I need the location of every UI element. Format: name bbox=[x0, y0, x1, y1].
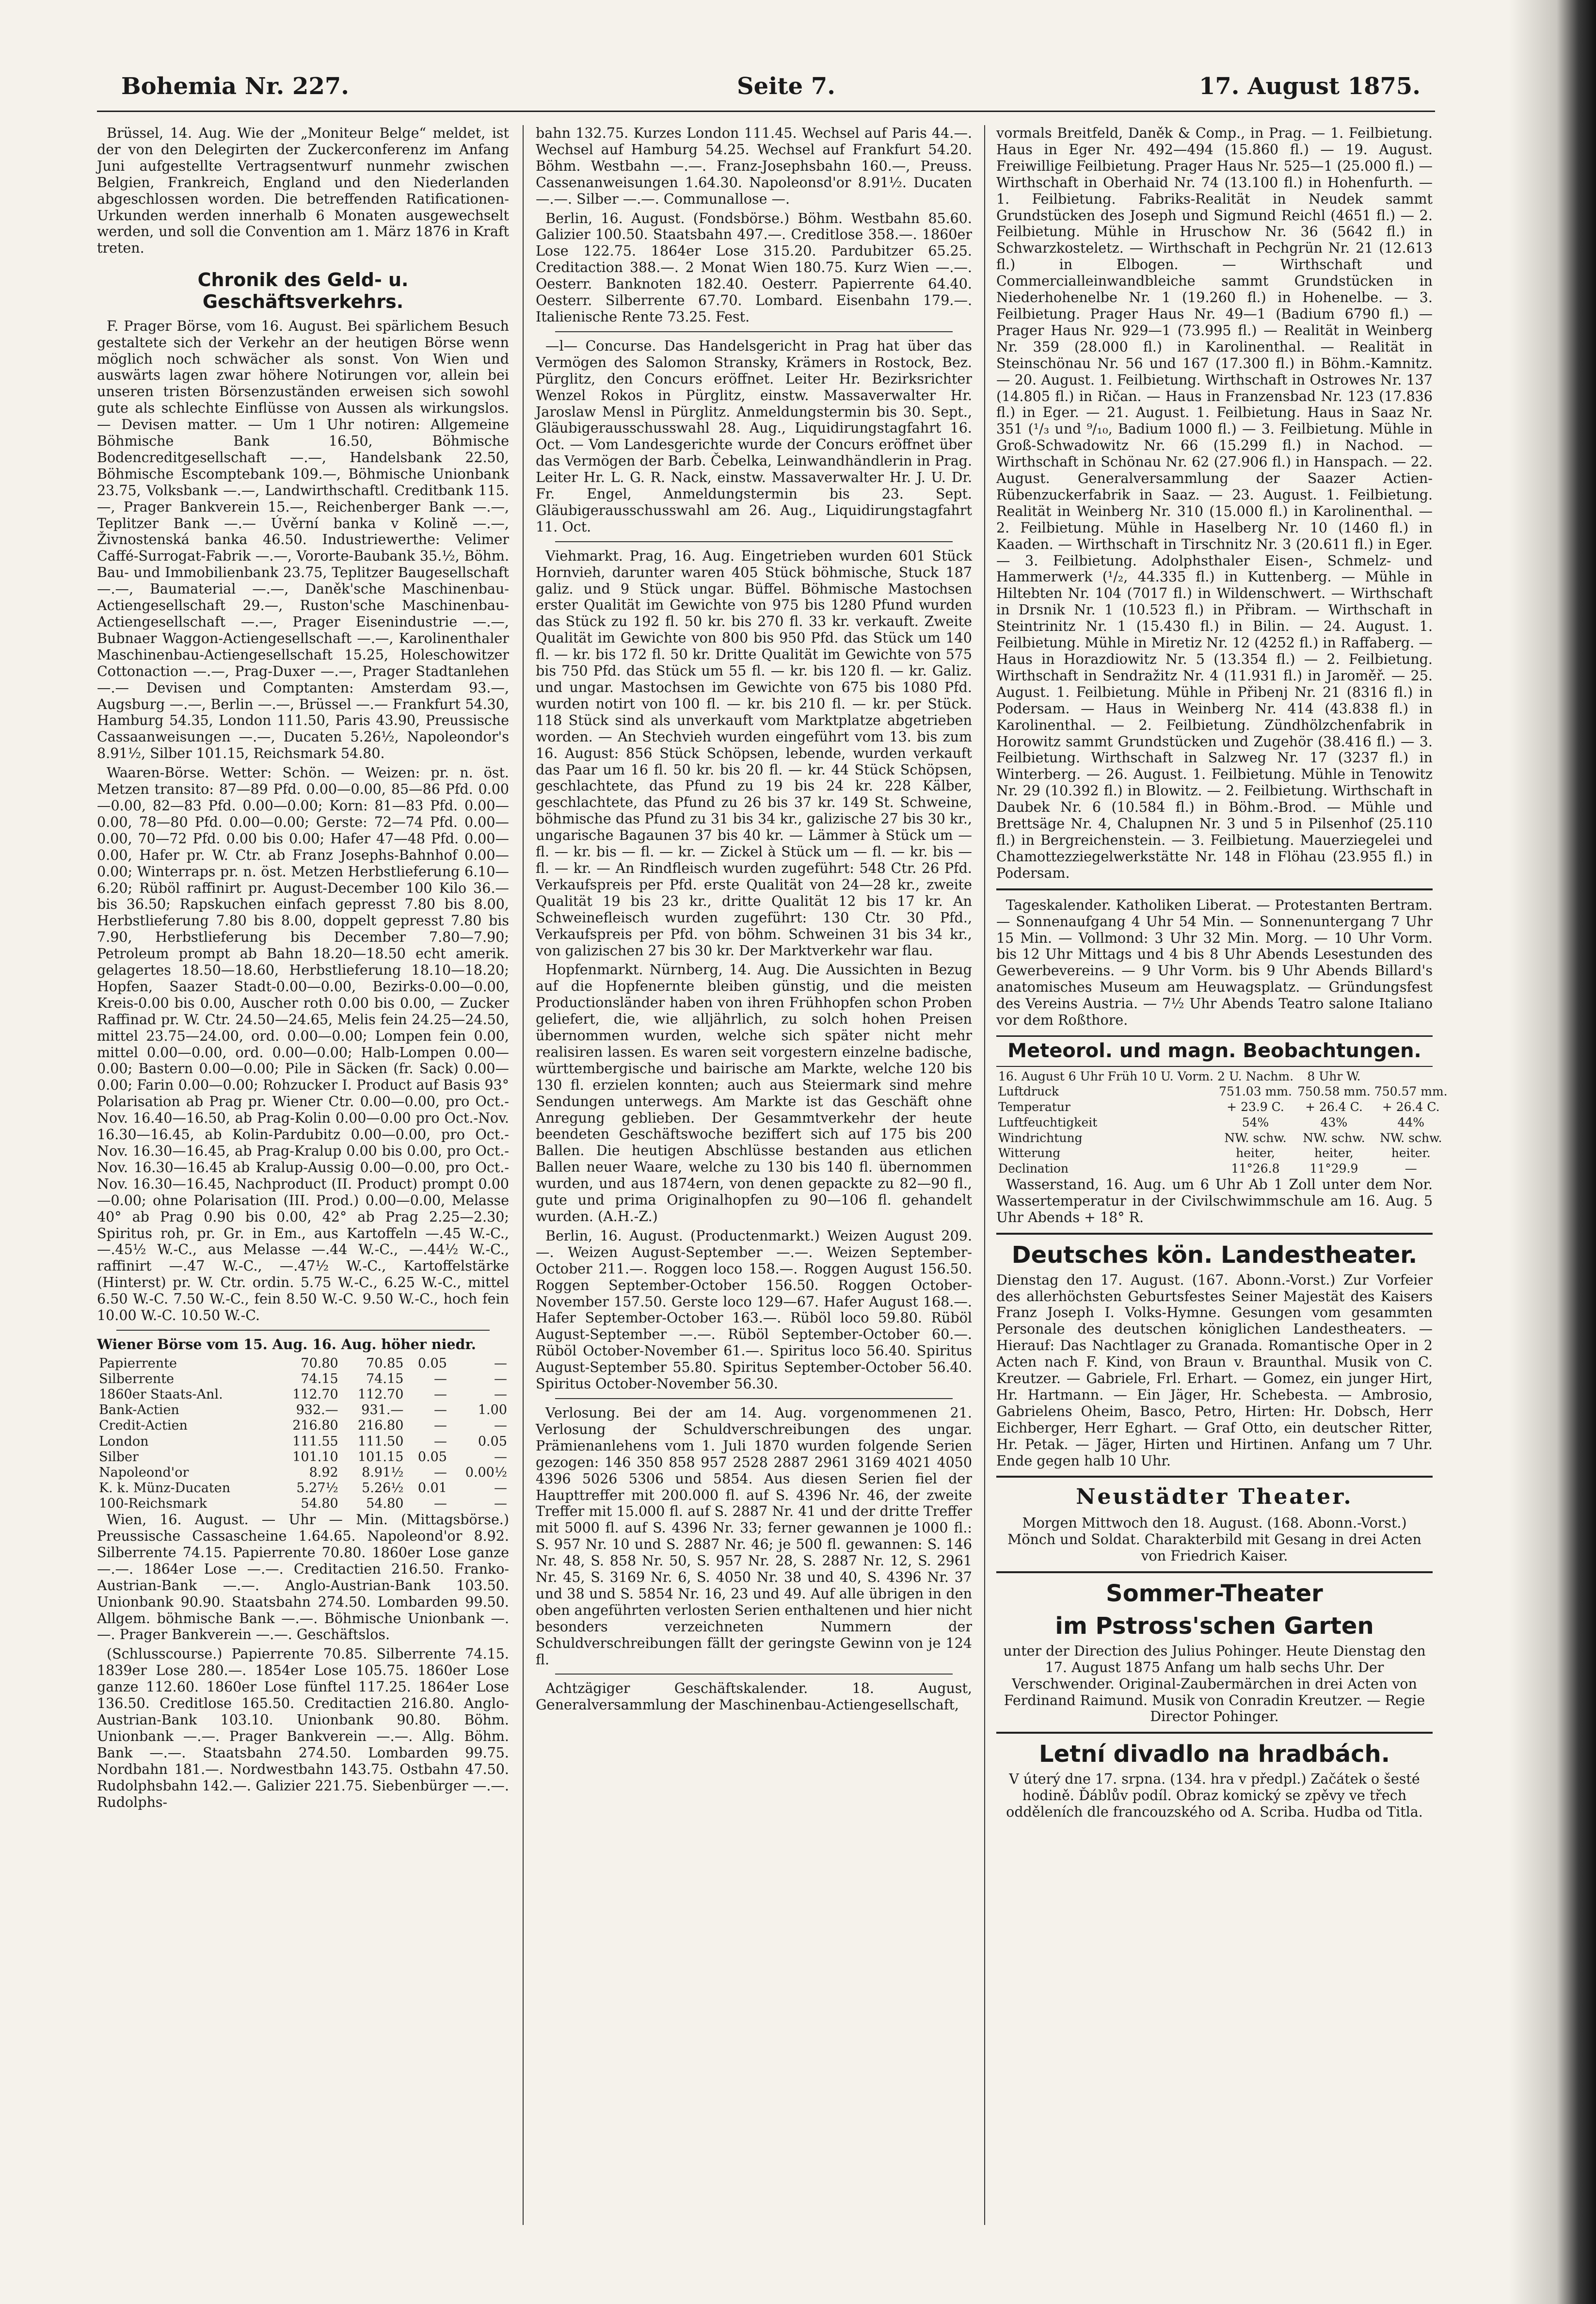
quote-name: Napoleond'or bbox=[99, 1465, 189, 1480]
meteo-label: Luftfeuchtigkeit bbox=[998, 1115, 1098, 1129]
divider bbox=[555, 1398, 953, 1399]
quote-name: Credit-Actien bbox=[99, 1418, 188, 1434]
quote-value: 74.15 bbox=[366, 1371, 404, 1386]
header-paper-number: Bohemia Nr. 227. bbox=[121, 73, 349, 100]
quote-value: 111.55 bbox=[292, 1434, 338, 1449]
meteo-label: Luftdruck bbox=[998, 1084, 1059, 1099]
quote-value: — bbox=[494, 1480, 507, 1496]
article-feilbietungen: vormals Breitfeld, Daněk & Comp., in Prag. — 1. Feilbietung. Haus in Eger Nr. 492—494 (15.860 fl.) — 19. August. Freiwillige Feilbietung. Prager Haus Nr. 525—1 (25.000 fl.) — Wirthschaft in Oberhaid Nr. 74 (13.100 fl.) in Hohenfurth. — 1. Feilbietung. Fabriks-Realität in Neudek sammt Grundstücken des Joseph und Sigmund Reichl (4651 fl.) — 2. Feilbietung. Mühle in Hruschow Nr. 36 (5642 fl.) in Schwarzkosteletz. — Wirthschaft in Pechgrün Nr. 21 (12.613 fl.) in Elbogen. — Wirthschaft und Commercialleinwandbleiche sammt Grundstücken in Niederhohenelbe Nr. 1 (19.260 fl.) in Hohenelbe. — 3. Feilbietung. Prager Haus Nr. 49—1 (Badium 6790 fl.) — Prager Haus Nr. 929—1 (73.995 fl.) — Realität in Weinberg Nr. 359 (28.000 fl.) in Karolinenthal. — Realität in Steinschönau Nr. 56 und 167 (17.300 fl.) in Böhm.-Kamnitz. — 20. August. 1. Feilbietung. Wirthschaft in Ostrowes Nr. 137 (14.805 fl.) in Ričan. — Haus in Franzensbad Nr. 123 (17.836 fl.) in Eger. — 21. August. 1. Feilbietung. Haus in Saaz Nr. 351 (¹/₃ und ⁹/₁₀, Badium 1000 fl.) — 3. Feilbietung. Mühle in Groß-Schwadowitz Nr. 66 (15.299 fl.) in Nachod. — Wirthschaft in Schönau Nr. 62 (27.906 fl.) in Hanspach. — 22. August. Generalversammlung der Saazer Actien-Rübenzuckerfabrik in Saaz. — 23. August. 1. Feilbietung. Realität in Weinberg Nr. 310 (15.000 fl.) in Karolinenthal. — 2. Feilbietung. Mühle in Haselberg Nr. 10 (1460 fl.) in Kaaden. — Wirthschaft in Tirschnitz Nr. 3 (20.611 fl.) in Eger. — 3. Feilbietung. Adolphsthaler Eisen-, Schmelz- und Hammerwerk (¹/₂, 44.335 fl.) in Kuttenberg. — Mühle in Hiltebten Nr. 104 (7017 fl.) in Wildenschwert. — Wirthschaft in Drsnik Nr. 1 (10.523 fl.) in Přibram. — Wirthschaft in Steintrinitz Nr. 1 (15.430 fl.) in Bilin. — 24. August. 1. Feilbietung. Mühle in Miretiz Nr. 12 (4252 fl.) in Raffaberg. — Haus in Horazdiowitz Nr. 5 (13.354 fl.) — 2. Feilbietung. Wirthschaft in Sendražitz Nr. 4 (11.931 fl.) in Jaroměř. — 25. August. 1. Feilbietung. Mühle in Přibenj Nr. 21 (8316 fl.) in Podersam. — Haus in Weinberg Nr. 414 (43.838 fl.) in Karolinenthal. — 2. Feilbietung. Zündhölzchenfabrik in Horowitz sammt Grundstücken und Zugehör (38.416 fl.) — 3. Feilbietung. Wirthschaft in Salzweg Nr. 17 (3237 fl.) in Winterberg. — 26. August. 1. Feilbietung. Mühle in Tenowitz Nr. 29 (10.392 fl.) in Blowitz. — 2. Feilbietung. Wirthschaft in Daubek Nr. 6 (10.584 fl.) in Böhm.-Brod. — Mühle und Brettsäge Nr. 4, Chalupnen Nr. 3 und 5 in Pilsenhof (25.110 fl.) in Bergreichenstein. — 3. Feilbietung. Mauerziegelei und Chamottezziegelwerkstätte Nr. 148 in Flöhau (23.955 fl.) in Podersam. bbox=[996, 125, 1433, 881]
meteo-value: + 26.4 C. bbox=[1382, 1100, 1440, 1114]
quote-value: 112.70 bbox=[292, 1387, 338, 1402]
meteo-value: 11°29.9 bbox=[1309, 1161, 1358, 1176]
quote-value: — bbox=[433, 1496, 447, 1511]
quote-name: Silberrente bbox=[99, 1371, 175, 1386]
meteo-value: 750.58 mm. bbox=[1297, 1084, 1371, 1099]
meteo-title: Meteorol. und magn. Beobachtungen. bbox=[996, 1035, 1433, 1067]
landestheater-title: Deutsches kön. Landestheater. bbox=[1011, 1241, 1418, 1269]
column-divider-2 bbox=[984, 125, 985, 2225]
meteo-row bbox=[996, 1084, 1450, 1099]
table-row bbox=[97, 1371, 509, 1387]
quote-value: 54.80 bbox=[366, 1496, 404, 1511]
meteo-table bbox=[996, 1069, 1450, 1176]
quote-value: — bbox=[494, 1355, 507, 1371]
meteo-row bbox=[996, 1161, 1450, 1176]
quote-value: 101.15 bbox=[357, 1449, 404, 1465]
quote-value: — bbox=[433, 1387, 447, 1402]
quote-value: — bbox=[494, 1449, 507, 1465]
quote-value: 1.00 bbox=[478, 1402, 507, 1418]
meteo-value: + 23.9 C. bbox=[1227, 1100, 1284, 1114]
column-3 bbox=[996, 125, 1448, 2225]
table-row bbox=[97, 1402, 509, 1418]
quote-value: 8.92 bbox=[309, 1465, 338, 1480]
meteo-value: 43% bbox=[1320, 1115, 1348, 1129]
divider bbox=[996, 1571, 1433, 1573]
quote-value: 112.70 bbox=[357, 1387, 404, 1402]
section-title-chronik: Chronik des Geld- u. Geschäftsverkehrs. bbox=[197, 269, 409, 313]
divider bbox=[555, 541, 953, 542]
quote-value: 54.80 bbox=[301, 1496, 338, 1511]
meteo-header-row bbox=[996, 1069, 1450, 1084]
quote-value: 216.80 bbox=[292, 1418, 338, 1434]
page-header bbox=[121, 73, 1420, 107]
quote-value: 0.05 bbox=[417, 1449, 447, 1465]
meteo-label: Windrichtung bbox=[998, 1130, 1083, 1145]
table-row bbox=[97, 1387, 509, 1402]
sommer-theater-title: Sommer-Theater bbox=[1106, 1579, 1323, 1607]
quote-value: 74.15 bbox=[301, 1371, 338, 1386]
table-row bbox=[97, 1465, 509, 1481]
divider bbox=[996, 1732, 1433, 1734]
meteo-head-3: 8 Uhr W. bbox=[1307, 1069, 1361, 1083]
quote-name: K. k. Münz-Ducaten bbox=[99, 1480, 231, 1496]
table-row bbox=[97, 1496, 509, 1512]
quote-value: — bbox=[494, 1387, 507, 1402]
meteo-value: heiter, bbox=[1314, 1146, 1354, 1160]
quote-name: 100-Reichsmark bbox=[99, 1496, 207, 1511]
article-viehmarkt: Viehmarkt. Prag, 16. Aug. Eingetrieben wurden 601 Stück Hornvieh, darunter waren 405 Stück böhmische, Stuck 187 galiz. und 9 Stück ungar. Büffel. Böhmische Mastochsen erster Qualität im Gewichte von 975 bis 1280 Pfund wurden das Stück zu 192 fl. 50 kr. bis 270 fl. 33 kr. verkauft. Zweite Qualität im Gewichte von 800 bis 950 Pfd. das Stück um 140 fl. — kr. bis 172 fl. 50 kr. Dritte Qualität im Gewichte von 575 bis 750 Pfd. das Stück um 55 fl. — kr. bis 120 fl. — kr. Galiz. und ungar. Mastochsen im Gewichte von 675 bis 1080 Pfd. wurden notirt von 100 fl. — kr. bis 210 fl. — kr. per Stück. 118 Stück sind als unverkauft vom Marktplatze abgetrieben worden. — An Stechvieh wurden eingeführt vom 13. bis zum 16. August: 856 Stück Schöpsen, lebende, wurden verkauft das Paar um 16 fl. 50 kr. bis 20 fl. — kr. 44 Stück Schöpsen, geschlachtete, das Pfund zu 19 bis 24 kr. 228 Kälber, geschlachtete, das Pfund zu 26 bis 37 kr. 149 St. Schweine, böhmische das Pfund zu 31 bis 34 kr., galizische 27 bis 30 kr., ungarische Bagaunen 37 bis 40 kr. — Lämmer à Stück um — fl. — kr. bis — fl. — kr. — Zickel à Stück um — fl. — kr. bis — fl. — kr. — An Rindfleisch wurden zugeführt: 548 Ctr. 26 Pfd. Verkaufspreis per Pfd. erste Qualität von 24—28 kr., zweite Qualität 19 bis 23 kr., dritte Qualität 12 bis 17 kr. An Schweinefleisch wurden zugeführt: 130 Ctr. 30 Pfd., Verkaufspreis per Pfd. von böhm. Schweinen 31 bis 34 kr., von galizischen 27 bis 30 kr. Der Marktverkehr war flau. bbox=[536, 548, 972, 959]
quote-value: — bbox=[433, 1434, 447, 1449]
sommer-theater-subtitle: im Pstross'schen Garten bbox=[1055, 1612, 1374, 1640]
quote-value: — bbox=[433, 1418, 447, 1434]
tageskalender: Tageskalender. Katholiken Liberat. — Protestanten Bertram. — Sonnenaufgang 4 Uhr 54 Min. — Sonnenuntergang 7 Uhr 15 Min. — Vollmond: 3 Uhr 32 Min. Morg. — 10 Uhr Vorm. bis 12 Uhr Mittags und 4 bis 8 Uhr Abends Lesestunden des Gewerbevereins. — 9 Uhr Vorm. bis 9 Uhr Abends Billard's anatomisches Museum am Heuwagsplatz. — Gründungsfest des Vereins Austria. — 7½ Uhr Abends Teatro salone Italiano vor dem Roßthore. bbox=[996, 897, 1433, 1029]
quote-value: — bbox=[433, 1465, 447, 1480]
header-page-number: Seite 7. bbox=[737, 73, 835, 100]
meteo-value: 54% bbox=[1242, 1115, 1269, 1129]
sommer-theater-program: unter der Direction des Julius Pohinger. Heute Dienstag den 17. August 1875 Anfang um halb sechs Uhr. Der Verschwender. Original-Zaubermärchen in drei Acten von Ferdinand Raimund. Musik von Conradin Kreutzer. — Regie Director Pohinger. bbox=[1003, 1643, 1426, 1725]
meteo-value: NW. schw. bbox=[1380, 1130, 1442, 1145]
article-geschaeftskalender: Achtzägiger Geschäftskalender. 18. August, Generalversammlung der Maschinenbau-Actiengesellschaft, bbox=[536, 1680, 972, 1713]
table-row bbox=[97, 1434, 509, 1450]
meteo-label: Witterung bbox=[998, 1146, 1061, 1160]
article-verlosung: Verlosung. Bei der am 14. Aug. vorgenommenen 21. Verlosung der Schuldverschreibungen des ungar. Prämienanlehens vom 1. Juli 1870 wurden folgende Serien gezogen: 146 350 858 957 2528 2887 2961 3169 4021 4050 4396 5026 5306 und 5854. Aus diesen Serien fiel der Haupttreffer mit 200.000 fl. auf S. 4396 Nr. 46, der zweite Treffer mit 15.000 fl. auf S. 2887 Nr. 41 und der dritte Treffer mit 5000 fl. auf S. 4396 Nr. 33; ferner gewannen je 1000 fl.: S. 957 Nr. 10 und S. 2887 Nr. 46; je 500 fl. gewannen: S. 146 Nr. 48, S. 858 Nr. 50, S. 957 Nr. 28, S. 2887 Nr. 12, S. 2961 Nr. 45, S. 3169 Nr. 6, S. 4050 Nr. 38 und 40, S. 4396 Nr. 37 und 38 und S. 5854 Nr. 16, 23 und 49. Auf alle übrigen in den oben angeführten verlosten Serien enthaltenen und hier nicht besonders verzeichneten Nummern der Schuldverschreibungen fällt der geringste Gewinn von je 124 fl. bbox=[536, 1404, 972, 1668]
meteo-row bbox=[996, 1130, 1450, 1146]
letni-divadlo-title: Letní divadlo na hradbách. bbox=[1039, 1740, 1390, 1768]
article-wien-schluss: (Schlusscourse.) Papierrente 70.85. Silberrente 74.15. 1839er Lose 280.—. 1854er Lose 105.75. 1860er Lose ganze 112.60. 1860er Lose fünftel 117.25. 1864er Lose 136.50. Creditlose 165.50. Creditactien 216.80. Anglo-Austrian-Bank 103.10. Unionbank 90.80. Böhm. Unionbank —.—. Prager Bankverein —.—. Allg. Böhm. Bank —.—. Staatsbahn 274.50. Lombarden 99.75. Nordbahn 181.—. Nordwestbahn 143.75. Ostbahn 47.50. Rudolphsbahn 142.—. Galizier 221.75. Siebenbürger —.—. Rudolphs- bbox=[97, 1646, 509, 1810]
article-berlin-fonds: Berlin, 16. August. (Fondsbörse.) Böhm. Westbahn 85.60. Galizier 100.50. Staatsbahn 497.—. Creditlose 358.—. 1860er Lose 122.75. 1864er Lose 315.20. Pardubitzer 65.25. Creditaction 388.—. 2 Monat Wien 180.75. Kurz Wien —.—. Oesterr. Banknoten 182.40. Oesterr. Papierrente 64.40. Oesterr. Silberrente 67.70. Lombard. Eisenbahn 179.—. Italienische Rente 73.25. Fest. bbox=[536, 210, 972, 325]
header-date: 17. August 1875. bbox=[1198, 73, 1420, 100]
article-berlin-producten: Berlin, 16. August. (Productenmarkt.) Weizen August 209.—. Weizen August-September —.—. Weizen September-October 211.—. Roggen loco 158.—. Roggen August 156.50. Roggen September-October 156.50. Roggen October-November 157.50. Gerste loco 129—67. Hafer August 168.—. Hafer September-October 163.—. Rüböl loco 59.80. Rüböl August-September —.—. Rüböl September-October 60.—. Rüböl October-November 61.—. Spiritus loco 56.40. Spiritus August-September 55.80. Spiritus September-October 56.40. Spiritus October-November 56.30. bbox=[536, 1227, 972, 1392]
article-concurse: —l— Concurse. Das Handelsgericht in Prag hat über das Vermögen des Salomon Stransky, Krämers in Rostock, Bez. Pürglitz, den Concurs eröffnet. Leiter Hr. Bezirksrichter Wenzel Rokos in Pürglitz, einstw. Massaverwalter Hr. Jaroslaw Mensl in Pürglitz. Anmeldungstermin bis 30. Sept., Gläubigerausschusswahl 28. Aug., Liquidirungstagfahrt 16. Oct. — Vom Landesgerichte wurde der Concurs eröffnet über das Vermögen der Barb. Čebelka, Leinwandhändlerin in Prag. Leiter Hr. L. G. R. Nack, einstw. Massaverwalter Hr. J. U. Dr. Fr. Engel, Anmeldungstermin bis 23. Sept. Gläubigerausschusswahl am 26. Aug., Liquidirungstagfahrt 11. Oct. bbox=[536, 338, 972, 535]
quote-name: 1860er Staats-Anl. bbox=[99, 1387, 223, 1402]
quote-value: 70.80 bbox=[301, 1355, 338, 1371]
meteo-value: + 26.4 C. bbox=[1305, 1100, 1363, 1114]
article-bruessel: Brüssel, 14. Aug. Wie der „Moniteur Belge“ meldet, ist der von den Delegirten der Zuckerconferenz im Anfang Juni aufgestellte Vertragsentwurf nunmehr zwischen Belgien, Frankreich, England und den Niederlanden abgeschlossen worden. Die betreffenden Ratificationen-Urkunden werden innerhalb 6 Monaten ausgewechselt werden, und soll die Convention am 1. März 1876 in Kraft treten. bbox=[97, 125, 509, 257]
article-prager-boerse: F. Prager Börse, vom 16. August. Bei spärlichem Besuch gestaltete sich der Verkehr an der heutigen Börse wenn möglich noch schwächer als sonst. Von Wien und auswärts lagen zwar höhere Notirungen vor, allein bei unseren tristen Börsenzuständen erweisen sich sowohl gute als schlechte Einflüsse von Aussen als wirkungslos. — Devisen matter. — Um 1 Uhr notiren: Allgemeine Böhmische Bank 16.50, Böhmische Bodencreditgesellschaft —.—, Handelsbank 22.50, Böhmische Escomptebank 109.—, Böhmische Unionbank 23.75, Volksbank —.—, Landwirthschaftl. Creditbank 115.—, Prager Bankverein 15.—, Reichenberger Bank —.—, Teplitzer Bank —.— Úvěrní banka v Kolině —.—, Živnostenská banka 46.50. Industriewerthe: Velimer Caffé-Surrogat-Fabrik —.—, Vororte-Baubank 35.½, Böhm. Bau- und Immobilienbank 23.75, Teplitzer Baugesellschaft —.—, Baumaterial —.—, Daněk'sche Maschinenbau-Actiengesellschaft 29.—, Ruston'sche Maschinenbau-Actiengesellschaft —.—, Prager Eisenindustrie —.—, Bubnaer Waggon-Actiengesellschaft —.—, Karolinenthaler Maschinenbau-Actiengesellschaft 15.25, Holeschowitzer Cottonaction —.—, Prag-Duxer —.—, Prager Stadtanlehen —.— Devisen und Comptanten: Amsterdam 93.—, Augsburg —.—, Berlin —.—, Brüssel —.— Frankfurt 54.30, Hamburg 54.35, London 111.50, Paris 43.90, Preussische Cassaanweisungen —.—, Ducaten 5.26½, Napoleondor's 8.91½, Silber 101.15, Reichsmark 54.80. bbox=[97, 318, 509, 762]
meteo-value: 44% bbox=[1397, 1115, 1425, 1129]
meteo-value: heiter. bbox=[1391, 1146, 1431, 1160]
quote-value: 931.— bbox=[361, 1402, 404, 1418]
quote-value: 932.— bbox=[296, 1402, 338, 1418]
quote-value: 0.01 bbox=[417, 1480, 447, 1496]
quote-value: — bbox=[494, 1371, 507, 1386]
quote-value: 216.80 bbox=[357, 1418, 404, 1434]
column-1 bbox=[97, 125, 509, 2225]
quote-name: Papierrente bbox=[99, 1355, 177, 1371]
landestheater-program: Dienstag den 17. August. (167. Abonn.-Vorst.) Zur Vorfeier des allerhöchsten Geburtsfestes Seiner Majestät des Kaisers Franz Joseph I. Volks-Hymne. Gesungen vom gesammten Personale des deutschen königlichen Landestheaters. — Hierauf: Das Nachtlager zu Granada. Romantische Oper in 2 Acten nach F. Kind, von Braun v. Braunthal. Musik von C. Kreutzer. — Gabriele, Frl. Erhart. — Gomez, ein junger Hirt, Hr. Hartmann. — Ein Jäger, Hr. Schebesta. — Ambrosio, Gabrielens Oheim, Basco, Petro, Hirten: Hr. Dobsch, Herr Eichberger, Herr Eghart. — Graf Otto, ein deutscher Ritter, Hr. Petak. — Jäger, Hirten und Hirtinen. Anfang um 7 Uhr. Ende gegen halb 10 Uhr. bbox=[996, 1272, 1433, 1469]
table-row bbox=[97, 1481, 509, 1496]
letni-divadlo-program: V úterý dne 17. srpna. (134. hra v předpl.) Začátek o šesté hodině. Ďáblův podíl. Obraz komický se zpěvy ve třech odděleních dle francouzského od A. Scriba. Hudba od Titla. bbox=[1006, 1771, 1423, 1821]
divider bbox=[555, 331, 953, 332]
meteo-head-2: 2 U. Nachm. bbox=[1217, 1069, 1294, 1083]
quote-value: 8.91½ bbox=[362, 1465, 404, 1480]
meteo-value: — bbox=[1404, 1161, 1417, 1176]
quote-value: 111.50 bbox=[357, 1434, 404, 1449]
quote-value: 0.00½ bbox=[465, 1465, 507, 1480]
quote-value: 0.05 bbox=[478, 1434, 507, 1449]
quote-value: — bbox=[494, 1496, 507, 1511]
meteo-label: Declination bbox=[998, 1161, 1069, 1176]
quote-name: London bbox=[99, 1434, 149, 1449]
meteo-value: 751.03 mm. bbox=[1219, 1084, 1292, 1099]
article-wien-continued: bahn 132.75. Kurzes London 111.45. Wechsel auf Paris 44.—. Wechsel auf Hamburg 54.25. Wechsel auf Frankfurt 54.20. Böhm. Westbahn —.—. Franz-Josephsbahn 160.—, Preuss. Cassenanweisungen 1.64.30. Napoleonsd'or 8.91½. Ducaten —.—. Silber —.—. Communallose —. bbox=[536, 125, 972, 207]
wiener-boerse-title: Wiener Börse vom 15. Aug. 16. Aug. höher niedr. bbox=[97, 1336, 476, 1353]
column-2 bbox=[536, 125, 972, 2225]
divider bbox=[996, 888, 1433, 890]
table-row bbox=[97, 1356, 509, 1371]
meteo-value: NW. schw. bbox=[1224, 1130, 1287, 1145]
meteo-value: 750.57 mm. bbox=[1374, 1084, 1448, 1099]
divider bbox=[116, 1330, 490, 1331]
quote-value: 0.05 bbox=[417, 1355, 447, 1371]
article-wien-mittag: Wien, 16. August. — Uhr — Min. (Mittagsbörse.) Preussische Cassascheine 1.64.65. Napoleond'or 8.92. Silberrente 74.15. Papierrente 70.80. 1860er Lose ganze —.—. 1864er Lose —.—. Creditactien 216.50. Franko-Austrian-Bank —.—. Anglo-Austrian-Bank 103.50. Unionbank 90.90. Staatsbahn 274.50. Lombarden 99.50. Allgem. böhmische Bank —.—. Böhmische Unionbank —.—. Prager Bankverein —.—. Geschäftslos. bbox=[97, 1512, 509, 1643]
divider bbox=[555, 1674, 953, 1675]
article-waaren-boerse: Waaren-Börse. Wetter: Schön. — Weizen: pr. n. öst. Metzen transito: 87—89 Pfd. 0.00—0.00, 85—86 Pfd. 0.00—0.00, 82—83 Pfd. 0.00—0.00; Korn: 81—83 Pfd. 0.00—0.00, 78—80 Pfd. 0.00—0.00; Gerste: 72—74 Pfd. 0.00—0.00, 70—72 Pfd. 0.00 bis 0.00; Hafer 47—48 Pfd. 0.00—0.00, Hafer pr. W. Ctr. ab Franz Josephs-Bahnhof 0.00—0.00; Winterraps pr. n. öst. Metzen Herbstlieferung 6.10—6.20; Rüböl raffinirt pr. August-December 100 Kilo 36.— bis 36.50; Rapskuchen einfach gepresst 7.80 bis 8.00, Herbstlieferung 7.80 bis 8.00, doppelt gepresst 7.80 bis 7.90, Herbstlieferung bis December 7.80—7.90; Petroleum prompt ab Bahn 18.20—18.50 echt amerik. gelagertes 18.50—18.60, Herbstlieferung 18.10—18.20; Hopfen, Saazer Stadt-0.00—0.00, Bezirks-0.00—0.00, Kreis-0.00 bis 0.00, Auscher roth 0.00 bis 0.00, — Zucker Raffinad pr. W. Ctr. 24.50—24.65, Melis fein 24.25—24.50, mittel 23.75—24.00, ord. 0.00—0.00; Lompen fein 0.00, mittel 0.00—0.00, ord. 0.00—0.00; Halb-Lompen 0.00—0.00; Bastern 0.00—0.00; Pile in Säcken (fr. Sack) 0.00—0.00; Farin 0.00—0.00; Rohzucker I. Product auf Basis 93° Polarisation ab Prag pr. Wiener Ctr. 0.00—0.00, pro Oct.-Nov. 16.40—16.50, ab Prag-Kolin 0.00—0.00 pro Oct.-Nov. 16.30—16.45, ab Kolin-Pardubitz 0.00—0.00, pro Oct.-Nov. 16.30—16.45, ab Prag-Kralup 0.00 bis 0.00, pro Oct.-Nov. 16.30—16.45 ab Kralup-Aussig 0.00—0.00, pro Oct.-Nov. 16.30—16.45, Nachproduct (II. Product) prompt 0.00—0.00; ohne Polarisation (III. Prod.) 0.00—0.00, Melasse 40° ab Prag 0.90 bis 0.00, 42° ab Prag 2.25—2.30; Spiritus roh, pr. Gr. in Em., aus Kartoffeln —.45 W.-C., —.45½ W.-C., aus Melasse —.44 W.-C., —.44½ W.-C., raffinirt —.47 W.-C., —.47½ W.-C., Kartoffelstärke (Hinterst) pr. W. Ctr. ordin. 5.75 W.-C., 6.25 W.-C., mittel 6.50 W.-C. 7.50 W.-C., fein 8.50 W.-C. 9.50 W.-C., hoch fein 10.00 W.-C. 10.50 W.-C. bbox=[97, 765, 509, 1324]
quote-value: 101.10 bbox=[292, 1449, 338, 1465]
meteo-value: heiter, bbox=[1236, 1146, 1275, 1160]
meteo-head-1: 16. August 6 Uhr Früh 10 U. Vorm. bbox=[998, 1069, 1213, 1083]
column-divider-1 bbox=[523, 125, 524, 2225]
quote-value: — bbox=[433, 1402, 447, 1418]
quote-value: — bbox=[433, 1371, 447, 1386]
scan-edge-shadow bbox=[1509, 0, 1596, 2304]
quote-name: Bank-Actien bbox=[99, 1402, 179, 1418]
wiener-boerse-table bbox=[97, 1356, 509, 1512]
article-hopfenmarkt: Hopfenmarkt. Nürnberg, 14. Aug. Die Aussichten in Bezug auf die Hopfenernte bleiben günstig, und die meisten Productionsländer haben von ihren Frühhopfen schon Proben geliefert, die, wie alljährlich, zu solch hohen Preisen übernommen wurden, welche sich später nicht mehr realisiren lassen. Es waren seit vorgestern einzelne badische, württembergische und bairische am Markte, welche 120 bis 130 fl. erzielen konnten; auch aus Steiermark sind mehre Sendungen unterwegs. Am Markte ist das Geschäft ohne Anregung geblieben. Der Gesammtverkehr der heute beendeten Geschäftswoche beziffert sich auf 175 bis 200 Ballen. Die heutigen Abschlüsse bestanden aus etlichen Ballen neuer Waare, welche zu 130 bis 140 fl. übernommen wurden, und aus 1874ern, von denen gepackte zu 82—90 fl., gute und prima Originalhopfen zu 90—106 fl. gehandelt wurden. (A.H.-Z.) bbox=[536, 962, 972, 1225]
divider bbox=[996, 1233, 1433, 1235]
neustaedter-title: Neustädter Theater. bbox=[1076, 1484, 1353, 1510]
wasserstand: Wasserstand, 16. Aug. um 6 Uhr Ab 1 Zoll unter dem Nor. Wassertemperatur in der Civilschwimmschule am 16. Aug. 5 Uhr Abends + 18° R. bbox=[996, 1176, 1433, 1225]
quote-value: 5.26½ bbox=[362, 1480, 404, 1496]
table-row bbox=[97, 1450, 509, 1465]
meteo-row bbox=[996, 1145, 1450, 1161]
table-row bbox=[97, 1418, 509, 1434]
header-rule bbox=[97, 111, 1435, 112]
quote-value: 5.27½ bbox=[296, 1480, 338, 1496]
meteo-row bbox=[996, 1099, 1450, 1115]
quote-name: Silber bbox=[99, 1449, 139, 1465]
meteo-row bbox=[996, 1115, 1450, 1130]
quote-value: — bbox=[494, 1418, 507, 1434]
meteo-label: Temperatur bbox=[998, 1100, 1070, 1114]
quote-value: 70.85 bbox=[366, 1355, 404, 1371]
divider bbox=[996, 1476, 1433, 1478]
meteo-value: NW. schw. bbox=[1303, 1130, 1365, 1145]
neustaedter-program: Morgen Mittwoch den 18. August. (168. Abonn.-Vorst.) Mönch und Soldat. Charakterbild mit Gesang in drei Acten von Friedrich Kaiser. bbox=[1007, 1515, 1421, 1564]
meteo-value: 11°26.8 bbox=[1231, 1161, 1280, 1176]
